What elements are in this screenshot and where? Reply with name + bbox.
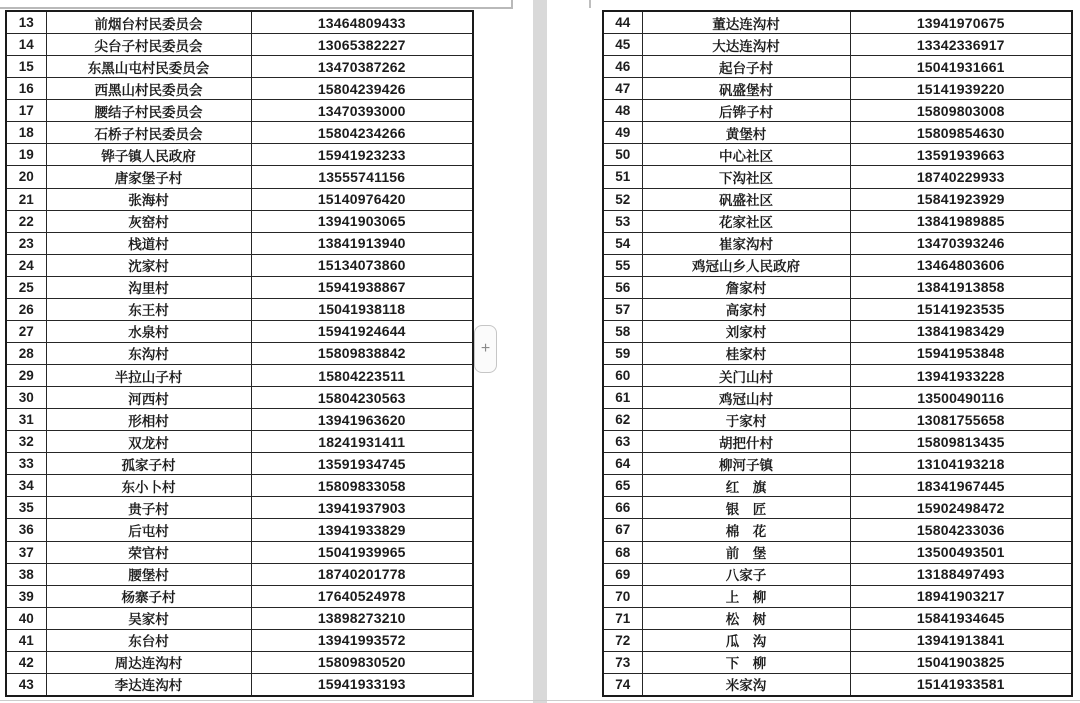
table-row bbox=[603, 342, 1072, 364]
table-row bbox=[6, 541, 473, 563]
phone-cell: 13464809433 bbox=[251, 11, 473, 34]
previous-table-corner-tick-left bbox=[511, 0, 513, 9]
row-number-cell: 18 bbox=[6, 122, 46, 144]
row-number-cell: 23 bbox=[6, 232, 46, 254]
table-row bbox=[6, 365, 473, 387]
name-cell: 东台村 bbox=[46, 629, 251, 651]
table-row bbox=[603, 298, 1072, 320]
phone-cell: 15141939220 bbox=[850, 78, 1072, 100]
table-row bbox=[603, 78, 1072, 100]
table-row bbox=[603, 563, 1072, 585]
contact-table-right bbox=[602, 10, 1073, 697]
table-row bbox=[6, 519, 473, 541]
name-cell: 鸡冠山乡人民政府 bbox=[642, 254, 850, 276]
row-number-cell: 56 bbox=[603, 276, 642, 298]
table-row bbox=[603, 11, 1072, 34]
name-cell: 下 柳 bbox=[642, 651, 850, 673]
table-row bbox=[6, 320, 473, 342]
phone-cell: 13941970675 bbox=[850, 11, 1072, 34]
table-row bbox=[6, 387, 473, 409]
row-number-cell: 35 bbox=[6, 497, 46, 519]
phone-cell: 13841913858 bbox=[850, 276, 1072, 298]
row-number-cell: 21 bbox=[6, 188, 46, 210]
row-number-cell: 72 bbox=[603, 629, 642, 651]
phone-cell: 15809854630 bbox=[850, 122, 1072, 144]
phone-cell: 15804223511 bbox=[251, 365, 473, 387]
name-cell: 董达连沟村 bbox=[642, 11, 850, 34]
phone-cell: 15841923929 bbox=[850, 188, 1072, 210]
row-number-cell: 57 bbox=[603, 298, 642, 320]
phone-cell: 15809803008 bbox=[850, 100, 1072, 122]
table-row bbox=[603, 519, 1072, 541]
phone-cell: 13342336917 bbox=[850, 34, 1072, 56]
phone-cell: 18941903217 bbox=[850, 585, 1072, 607]
name-cell: 唐家堡子村 bbox=[46, 166, 251, 188]
row-number-cell: 73 bbox=[603, 651, 642, 673]
name-cell: 瓜 沟 bbox=[642, 629, 850, 651]
row-number-cell: 32 bbox=[6, 431, 46, 453]
table-row bbox=[6, 254, 473, 276]
phone-cell: 15804233036 bbox=[850, 519, 1072, 541]
phone-cell: 13555741156 bbox=[251, 166, 473, 188]
contact-table-left bbox=[5, 10, 474, 697]
row-number-cell: 68 bbox=[603, 541, 642, 563]
table-row bbox=[6, 122, 473, 144]
table-row bbox=[6, 78, 473, 100]
phone-cell: 13898273210 bbox=[251, 607, 473, 629]
table-row bbox=[6, 497, 473, 519]
name-cell: 八家子 bbox=[642, 563, 850, 585]
row-number-cell: 60 bbox=[603, 365, 642, 387]
name-cell: 黄堡村 bbox=[642, 122, 850, 144]
row-number-cell: 62 bbox=[603, 409, 642, 431]
table-row bbox=[603, 56, 1072, 78]
row-number-cell: 47 bbox=[603, 78, 642, 100]
row-number-cell: 17 bbox=[6, 100, 46, 122]
row-number-cell: 31 bbox=[6, 409, 46, 431]
name-cell: 银 匠 bbox=[642, 497, 850, 519]
row-number-cell: 30 bbox=[6, 387, 46, 409]
row-number-cell: 38 bbox=[6, 563, 46, 585]
row-number-cell: 61 bbox=[603, 387, 642, 409]
phone-cell: 13065382227 bbox=[251, 34, 473, 56]
phone-cell: 13941963620 bbox=[251, 409, 473, 431]
table-row bbox=[603, 276, 1072, 298]
phone-cell: 15809813435 bbox=[850, 431, 1072, 453]
name-cell: 前烟台村民委员会 bbox=[46, 11, 251, 34]
phone-cell: 13081755658 bbox=[850, 409, 1072, 431]
name-cell: 上 柳 bbox=[642, 585, 850, 607]
table-row bbox=[603, 409, 1072, 431]
phone-cell: 13941913841 bbox=[850, 629, 1072, 651]
phone-cell: 15141923535 bbox=[850, 298, 1072, 320]
table-row bbox=[6, 342, 473, 364]
phone-cell: 18341967445 bbox=[850, 475, 1072, 497]
row-number-cell: 59 bbox=[603, 342, 642, 364]
table-row bbox=[6, 563, 473, 585]
phone-cell: 15941924644 bbox=[251, 320, 473, 342]
phone-cell: 13941933829 bbox=[251, 519, 473, 541]
name-cell: 矾盛堡村 bbox=[642, 78, 850, 100]
name-cell: 灰窑村 bbox=[46, 210, 251, 232]
phone-cell: 15902498472 bbox=[850, 497, 1072, 519]
row-number-cell: 70 bbox=[603, 585, 642, 607]
name-cell: 大达连沟村 bbox=[642, 34, 850, 56]
name-cell: 栈道村 bbox=[46, 232, 251, 254]
table-row bbox=[6, 210, 473, 232]
name-cell: 东小卜村 bbox=[46, 475, 251, 497]
table-row bbox=[6, 453, 473, 475]
phone-cell: 15041903825 bbox=[850, 651, 1072, 673]
table-row bbox=[603, 232, 1072, 254]
phone-cell: 13500490116 bbox=[850, 387, 1072, 409]
name-cell: 花家社区 bbox=[642, 210, 850, 232]
name-cell: 东沟村 bbox=[46, 342, 251, 364]
name-cell: 关门山村 bbox=[642, 365, 850, 387]
table-row bbox=[603, 166, 1072, 188]
phone-cell: 17640524978 bbox=[251, 585, 473, 607]
phone-cell: 15941933193 bbox=[251, 673, 473, 696]
name-cell: 荣官村 bbox=[46, 541, 251, 563]
row-number-cell: 19 bbox=[6, 144, 46, 166]
table-row bbox=[603, 34, 1072, 56]
row-number-cell: 69 bbox=[603, 563, 642, 585]
row-number-cell: 74 bbox=[603, 673, 642, 696]
previous-table-bottom-edge bbox=[0, 7, 513, 9]
row-number-cell: 24 bbox=[6, 254, 46, 276]
table-row bbox=[6, 166, 473, 188]
name-cell: 柳河子镇 bbox=[642, 453, 850, 475]
name-cell: 鸡冠山村 bbox=[642, 387, 850, 409]
table-row bbox=[6, 188, 473, 210]
table-row bbox=[603, 629, 1072, 651]
row-number-cell: 42 bbox=[6, 651, 46, 673]
phone-cell: 18740201778 bbox=[251, 563, 473, 585]
name-cell: 刘家村 bbox=[642, 320, 850, 342]
table-row bbox=[6, 56, 473, 78]
name-cell: 于家村 bbox=[642, 409, 850, 431]
name-cell: 尖台子村民委员会 bbox=[46, 34, 251, 56]
row-number-cell: 22 bbox=[6, 210, 46, 232]
name-cell: 腰堡村 bbox=[46, 563, 251, 585]
row-number-cell: 50 bbox=[603, 144, 642, 166]
name-cell: 贵子村 bbox=[46, 497, 251, 519]
name-cell: 水泉村 bbox=[46, 320, 251, 342]
phone-cell: 13841989885 bbox=[850, 210, 1072, 232]
table-row bbox=[603, 431, 1072, 453]
name-cell: 米家沟 bbox=[642, 673, 850, 696]
row-number-cell: 26 bbox=[6, 298, 46, 320]
phone-cell: 15041931661 bbox=[850, 56, 1072, 78]
table-row bbox=[603, 541, 1072, 563]
phone-cell: 15941953848 bbox=[850, 342, 1072, 364]
phone-cell: 15041939965 bbox=[251, 541, 473, 563]
phone-cell: 13104193218 bbox=[850, 453, 1072, 475]
row-number-cell: 44 bbox=[603, 11, 642, 34]
table-row bbox=[6, 651, 473, 673]
phone-cell: 15809833058 bbox=[251, 475, 473, 497]
name-cell: 吴家村 bbox=[46, 607, 251, 629]
table-row bbox=[603, 254, 1072, 276]
row-number-cell: 25 bbox=[6, 276, 46, 298]
table-row bbox=[603, 607, 1072, 629]
table-row bbox=[603, 497, 1072, 519]
name-cell: 河西村 bbox=[46, 387, 251, 409]
row-number-cell: 36 bbox=[6, 519, 46, 541]
table-row bbox=[6, 607, 473, 629]
row-number-cell: 49 bbox=[603, 122, 642, 144]
phone-cell: 13591939663 bbox=[850, 144, 1072, 166]
row-number-cell: 39 bbox=[6, 585, 46, 607]
table-row bbox=[6, 34, 473, 56]
name-cell: 石桥子村民委员会 bbox=[46, 122, 251, 144]
row-number-cell: 54 bbox=[603, 232, 642, 254]
name-cell: 桂家村 bbox=[642, 342, 850, 364]
name-cell: 沈家村 bbox=[46, 254, 251, 276]
row-number-cell: 53 bbox=[603, 210, 642, 232]
phone-cell: 15841934645 bbox=[850, 607, 1072, 629]
phone-cell: 15804239426 bbox=[251, 78, 473, 100]
phone-cell: 15804230563 bbox=[251, 387, 473, 409]
table-row bbox=[6, 11, 473, 34]
name-cell: 腰结子村民委员会 bbox=[46, 100, 251, 122]
name-cell: 东黑山屯村民委员会 bbox=[46, 56, 251, 78]
row-number-cell: 55 bbox=[603, 254, 642, 276]
row-number-cell: 63 bbox=[603, 431, 642, 453]
row-number-cell: 28 bbox=[6, 342, 46, 364]
row-number-cell: 45 bbox=[603, 34, 642, 56]
row-number-cell: 16 bbox=[6, 78, 46, 100]
name-cell: 松 树 bbox=[642, 607, 850, 629]
phone-cell: 13941903065 bbox=[251, 210, 473, 232]
row-number-cell: 67 bbox=[603, 519, 642, 541]
phone-cell: 15809838842 bbox=[251, 342, 473, 364]
phone-cell: 13841983429 bbox=[850, 320, 1072, 342]
phone-cell: 15804234266 bbox=[251, 122, 473, 144]
table-row bbox=[6, 431, 473, 453]
plus-icon: + bbox=[480, 340, 491, 357]
row-number-cell: 46 bbox=[603, 56, 642, 78]
row-number-cell: 58 bbox=[603, 320, 642, 342]
name-cell: 东王村 bbox=[46, 298, 251, 320]
name-cell: 詹家村 bbox=[642, 276, 850, 298]
phone-cell: 13470387262 bbox=[251, 56, 473, 78]
table-row bbox=[603, 585, 1072, 607]
name-cell: 矾盛社区 bbox=[642, 188, 850, 210]
row-number-cell: 33 bbox=[6, 453, 46, 475]
phone-cell: 13500493501 bbox=[850, 541, 1072, 563]
name-cell: 崔家沟村 bbox=[642, 232, 850, 254]
phone-cell: 13470393000 bbox=[251, 100, 473, 122]
page-gap bbox=[533, 0, 547, 703]
name-cell: 形相村 bbox=[46, 409, 251, 431]
table-row bbox=[6, 585, 473, 607]
row-number-cell: 37 bbox=[6, 541, 46, 563]
phone-cell: 15041938118 bbox=[251, 298, 473, 320]
row-number-cell: 71 bbox=[603, 607, 642, 629]
name-cell: 高家村 bbox=[642, 298, 850, 320]
table-row bbox=[6, 298, 473, 320]
table-row bbox=[603, 122, 1072, 144]
phone-cell: 13941993572 bbox=[251, 629, 473, 651]
phone-cell: 15134073860 bbox=[251, 254, 473, 276]
table-row bbox=[603, 673, 1072, 696]
row-number-cell: 48 bbox=[603, 100, 642, 122]
table-row bbox=[603, 475, 1072, 497]
table-row bbox=[603, 144, 1072, 166]
phone-cell: 18740229933 bbox=[850, 166, 1072, 188]
name-cell: 李达连沟村 bbox=[46, 673, 251, 696]
phone-cell: 15941923233 bbox=[251, 144, 473, 166]
row-number-cell: 52 bbox=[603, 188, 642, 210]
table-row bbox=[6, 475, 473, 497]
name-cell: 下沟社区 bbox=[642, 166, 850, 188]
row-number-cell: 34 bbox=[6, 475, 46, 497]
table-row bbox=[603, 188, 1072, 210]
phone-cell: 15809830520 bbox=[251, 651, 473, 673]
name-cell: 杨寨子村 bbox=[46, 585, 251, 607]
table-row bbox=[603, 651, 1072, 673]
table-row bbox=[6, 100, 473, 122]
name-cell: 起台子村 bbox=[642, 56, 850, 78]
phone-cell: 13188497493 bbox=[850, 563, 1072, 585]
row-number-cell: 66 bbox=[603, 497, 642, 519]
table-row bbox=[6, 276, 473, 298]
phone-cell: 13464803606 bbox=[850, 254, 1072, 276]
phone-cell: 18241931411 bbox=[251, 431, 473, 453]
name-cell: 西黑山村民委员会 bbox=[46, 78, 251, 100]
table-row bbox=[6, 232, 473, 254]
name-cell: 沟里村 bbox=[46, 276, 251, 298]
row-number-cell: 27 bbox=[6, 320, 46, 342]
table-row bbox=[603, 453, 1072, 475]
name-cell: 后铧子村 bbox=[642, 100, 850, 122]
row-number-cell: 41 bbox=[6, 629, 46, 651]
name-cell: 胡把什村 bbox=[642, 431, 850, 453]
row-number-cell: 51 bbox=[603, 166, 642, 188]
row-number-cell: 14 bbox=[6, 34, 46, 56]
table-row bbox=[6, 144, 473, 166]
row-number-cell: 40 bbox=[6, 607, 46, 629]
table-row bbox=[603, 387, 1072, 409]
table-row bbox=[603, 365, 1072, 387]
row-number-cell: 29 bbox=[6, 365, 46, 387]
name-cell: 孤家子村 bbox=[46, 453, 251, 475]
phone-cell: 13941933228 bbox=[850, 365, 1072, 387]
name-cell: 张海村 bbox=[46, 188, 251, 210]
phone-cell: 13591934745 bbox=[251, 453, 473, 475]
table-row bbox=[603, 320, 1072, 342]
name-cell: 周达连沟村 bbox=[46, 651, 251, 673]
name-cell: 红 旗 bbox=[642, 475, 850, 497]
name-cell: 棉 花 bbox=[642, 519, 850, 541]
row-number-cell: 20 bbox=[6, 166, 46, 188]
row-number-cell: 13 bbox=[6, 11, 46, 34]
row-number-cell: 43 bbox=[6, 673, 46, 696]
name-cell: 中心社区 bbox=[642, 144, 850, 166]
row-number-cell: 15 bbox=[6, 56, 46, 78]
phone-cell: 13841913940 bbox=[251, 232, 473, 254]
previous-table-corner-tick-right bbox=[589, 0, 591, 8]
name-cell: 双龙村 bbox=[46, 431, 251, 453]
phone-cell: 15140976420 bbox=[251, 188, 473, 210]
row-number-cell: 64 bbox=[603, 453, 642, 475]
row-number-cell: 65 bbox=[603, 475, 642, 497]
name-cell: 铧子镇人民政府 bbox=[46, 144, 251, 166]
name-cell: 半拉山子村 bbox=[46, 365, 251, 387]
phone-cell: 13941937903 bbox=[251, 497, 473, 519]
table-row bbox=[603, 100, 1072, 122]
phone-cell: 15141933581 bbox=[850, 673, 1072, 696]
table-row bbox=[603, 210, 1072, 232]
name-cell: 后屯村 bbox=[46, 519, 251, 541]
phone-cell: 13470393246 bbox=[850, 232, 1072, 254]
name-cell: 前 堡 bbox=[642, 541, 850, 563]
phone-cell: 15941938867 bbox=[251, 276, 473, 298]
page-bottom-edge bbox=[0, 700, 1080, 701]
table-row bbox=[6, 629, 473, 651]
insert-button[interactable] bbox=[474, 325, 497, 373]
table-row bbox=[6, 673, 473, 696]
table-row bbox=[6, 409, 473, 431]
